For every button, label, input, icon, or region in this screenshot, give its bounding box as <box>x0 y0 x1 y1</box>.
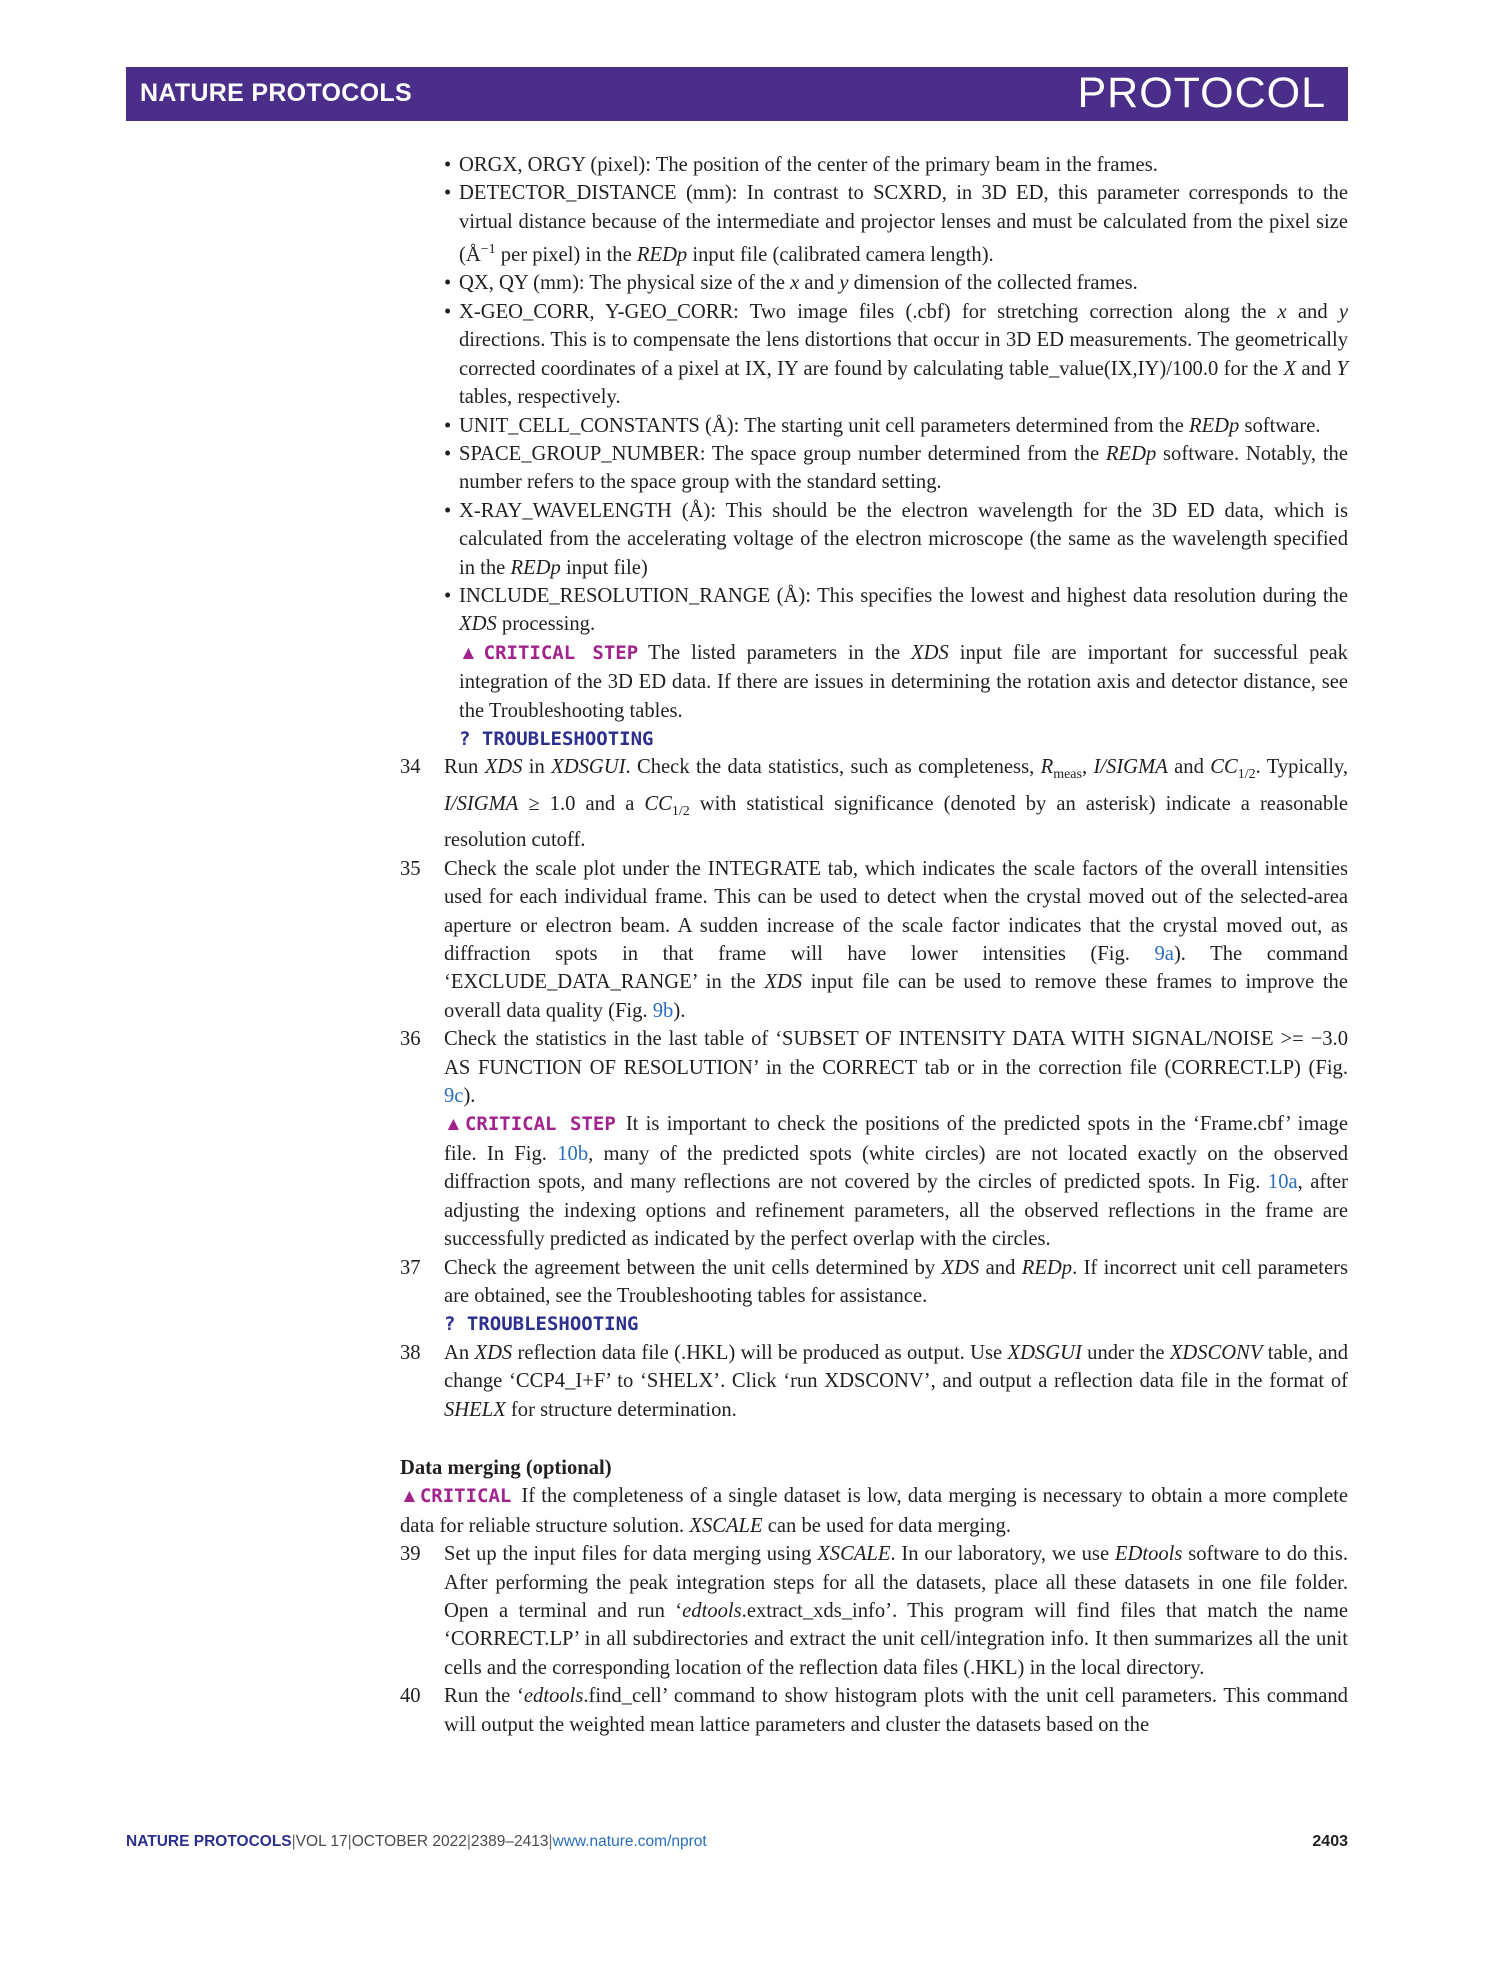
page-number: 2403 <box>1312 1833 1348 1850</box>
step-36: 36 Check the statistics in the last table of ‘SUBSET OF INTENSITY DATA WITH SIGNAL/NOISE >= −3.0 AS FUNCTION OF RESOLUTION’ in the CORRECT tab or in the correction file (CORRECT.LP) (Fig. 9c). <box>444 1025 1348 1110</box>
step-40: 40 Run the ‘edtools.find_cell’ command to show histogram plots with the unit cell parameters. This command will output the weighted mean lattice parameters and cluster the datasets based on the <box>444 1682 1348 1739</box>
figure-link[interactable]: 9a <box>1154 943 1174 966</box>
step-39: 39 Set up the input files for data merging using XSCALE. In our laboratory, we use EDtools software to do this. After performing the peak integration steps for all the datasets, place all these datasets in one file folder. Open a terminal and run ‘edtools.extract_xds_info’. This program will find files that match the name ‘CORRECT.LP’ in all subdirectories and extract the unit cell/integration info. It then summarizes all the unit cells and the corresponding location of the reflection data files (.HKL) in the local directory. <box>444 1540 1348 1682</box>
section-heading: Data merging (optional) <box>400 1456 612 1479</box>
step-number: 40 <box>400 1685 421 1708</box>
bullet-unit-cell: • UNIT_CELL_CONSTANTS (Å): The starting unit cell parameters determined from the REDp software. <box>444 412 1348 440</box>
step-number: 37 <box>400 1256 421 1279</box>
critical-triangle-icon: ▲ <box>444 1114 465 1136</box>
troubleshooting-link-2[interactable]: ? TROUBLESHOOTING <box>444 1313 639 1336</box>
bullet-orgx: • ORGX, ORGY (pixel): The position of the center of the primary beam in the frames. <box>444 151 1348 179</box>
footer-journal: NATURE PROTOCOLS <box>126 1833 292 1850</box>
bullet-wavelength: • X-RAY_WAVELENGTH (Å): This should be the electron wavelength for the 3D ED data, which is calculated from the accelerating voltage of the electron microscope (the same as the wavelength specified in the REDp input file) <box>444 497 1348 582</box>
article-type: PROTOCOL <box>1077 69 1326 117</box>
bullet-space-group: • SPACE_GROUP_NUMBER: The space group number determined from the REDp software. Notably, the number refers to the space group with the standard setting. <box>444 440 1348 497</box>
critical-note: ▲CRITICAL If the completeness of a single dataset is low, data merging is necessary to obtain a more complete data for reliable structure solution. XSCALE can be used for data merging. <box>400 1485 1349 1537</box>
critical-triangle-icon: ▲ <box>400 1486 420 1508</box>
step-number: 34 <box>400 756 421 779</box>
critical-step-note-2: ▲CRITICAL STEP It is important to check the positions of the predicted spots in the ‘Frame.cbf’ image file. In Fig. 10b, many of the predicted spots (white circles) are not located exactly on the observed diffraction spots, and many reflections are not covered by the circles of predicted spots. In Fig. 10a, after adjusting the indexing options and refinement parameters, all the observed reflections in the frame are successfully predicted as indicated by the perfect overlap with the circles. <box>444 1113 1349 1251</box>
critical-step-label: CRITICAL STEP <box>464 1113 616 1136</box>
figure-link[interactable]: 10b <box>557 1142 589 1165</box>
footer-volume: VOL 17 <box>295 1833 348 1850</box>
step-number: 38 <box>400 1341 421 1364</box>
footer-url-link[interactable]: www.nature.com/nprot <box>552 1833 707 1850</box>
critical-step-label: CRITICAL STEP <box>483 641 639 664</box>
critical-triangle-icon: ▲ <box>459 642 484 664</box>
bullet-geo-corr: • X-GEO_CORR, Y-GEO_CORR: Two image files (.cbf) for stretching correction along the x and y directions. This is to compensate the lens distortions that occur in 3D ED measurements. The geometrically corrected coordinates of a pixel at IX, IY are found by calculating table_value(IX,IY)/100.0 for the X and Y tables, respectively. <box>444 298 1348 412</box>
bullet-qxqy: • QX, QY (mm): The physical size of the x and y dimension of the collected frames. <box>444 269 1348 297</box>
step-number: 39 <box>400 1543 421 1566</box>
step-number: 36 <box>400 1028 421 1051</box>
step-38: 38 An XDS reflection data file (.HKL) will be produced as output. Use XDSGUI under the XDSCONV table, and change ‘CCP4_I+F’ to ‘SHELX’. Click ‘run XDSCONV’, and output a reflection data file in the format of SHELX for structure determination. <box>444 1339 1348 1424</box>
figure-link[interactable]: 10a <box>1267 1171 1298 1194</box>
step-35: 35 Check the scale plot under the INTEGRATE tab, which indicates the scale factors of the overall intensities used for each individual frame. This can be used to detect when the crystal moved out of the selected-area aperture or electron beam. A sudden increase of the scale factor indicates that the crystal moved out, as diffraction spots in that frame will have lower intensities (Fig. 9a). The command ‘EXCLUDE_DATA_RANGE’ in the XDS input file can be used to remove these frames to improve the overall data quality (Fig. 9b). <box>444 855 1348 1025</box>
footer: NATURE PROTOCOLS|VOL 17|OCTOBER 2022|2389–2413|www.nature.com/nprot 2403 <box>126 1833 1348 1850</box>
bullet-resolution: • INCLUDE_RESOLUTION_RANGE (Å): This specifies the lowest and highest data resolution during the XDS processing. <box>444 582 1348 639</box>
journal-name: NATURE PROTOCOLS <box>140 79 412 107</box>
troubleshooting-link[interactable]: ? TROUBLESHOOTING <box>459 727 654 750</box>
step-34: 34 Run XDS in XDSGUI. Check the data statistics, such as completeness, $R_{meas}$, I/SIGMA and $CC_{1/2}$. Typically, I/SIGMA ≥ 1.0 and a $CC_{1/2}$ with statistical significance (denoted by an asterisk) indicate a reasonable resolution cutoff. <box>444 753 1348 854</box>
bullet-detector-distance: • DETECTOR_DISTANCE (mm): In contrast to SCXRD, in 3D ED, this parameter corresponds to the virtual distance because of the intermediate and projector lenses and must be calculated from the pixel size ($Å^{-1}$ per pixel) in the REDp input file (calibrated camera length). <box>444 179 1348 269</box>
critical-label: CRITICAL <box>419 1485 512 1508</box>
figure-link[interactable]: 9c <box>444 1085 464 1108</box>
step-number: 35 <box>400 857 421 880</box>
step-37: 37 Check the agreement between the unit cells determined by XDS and REDp. If incorrect unit cell parameters are obtained, see the Troubleshooting tables for assistance. <box>444 1254 1348 1311</box>
footer-date: OCTOBER 2022 <box>351 1833 467 1850</box>
footer-pages: 2389–2413 <box>470 1833 549 1850</box>
figure-link[interactable]: 9b <box>652 999 674 1022</box>
critical-step-note: ▲CRITICAL STEP The listed parameters in the XDS input file are important for successful peak integration of the 3D ED data. If there are issues in determining the rotation axis and detector distance, see the Troubleshooting tables. <box>459 641 1348 722</box>
